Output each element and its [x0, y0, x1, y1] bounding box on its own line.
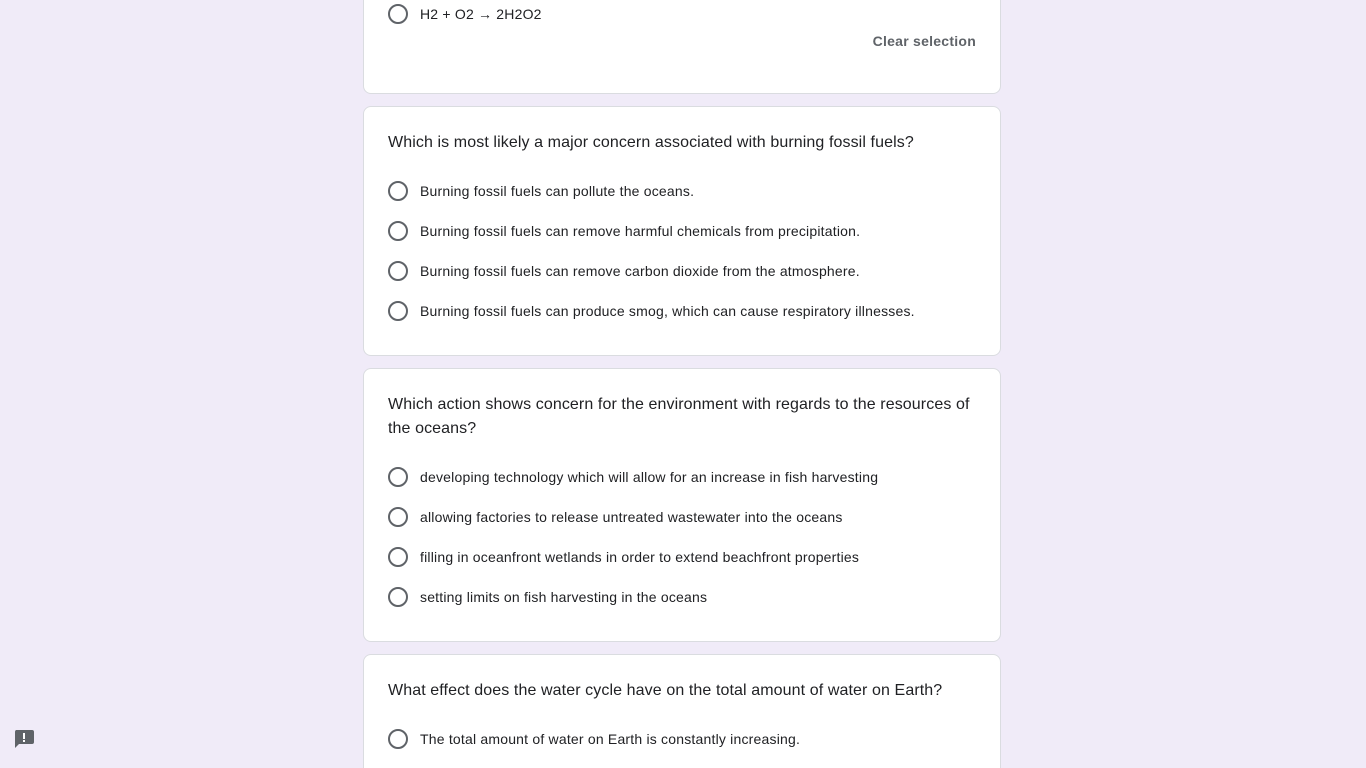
radio-button[interactable]	[388, 547, 408, 567]
answer-option-label: developing technology which will allow for an increase in fish harvesting	[420, 469, 879, 485]
question-title: Which action shows concern for the environment with regards to the resources of the oceans?	[388, 396, 970, 437]
radio-button[interactable]	[388, 507, 408, 527]
clear-selection-button[interactable]: Clear selection	[872, 33, 976, 49]
question-card-water-cycle	[363, 654, 1001, 768]
radio-button[interactable]	[388, 181, 408, 201]
answer-option[interactable]	[388, 219, 860, 243]
answer-option-label: The total amount of water on Earth is constantly increasing.	[420, 731, 801, 747]
answer-option-label: setting limits on fish harvesting in the oceans	[420, 589, 708, 605]
answer-option[interactable]	[388, 299, 915, 323]
answer-option-label: Burning fossil fuels can pollute the oceans.	[420, 183, 695, 199]
radio-button[interactable]	[388, 4, 408, 24]
answer-option[interactable]	[388, 259, 860, 283]
answer-option-label: Burning fossil fuels can produce smog, which can cause respiratory illnesses.	[420, 303, 915, 319]
answer-option-label: Burning fossil fuels can remove harmful chemicals from precipitation.	[420, 223, 861, 239]
radio-button[interactable]	[388, 261, 408, 281]
report-problem-icon	[13, 729, 35, 749]
question-card-fossil-fuels	[363, 106, 1001, 356]
radio-button[interactable]	[388, 729, 408, 749]
answer-option[interactable]	[388, 505, 843, 529]
answer-option[interactable]	[388, 179, 694, 203]
radio-button[interactable]	[388, 301, 408, 321]
answer-option-label: H2 + O2 → 2H2O2	[420, 6, 542, 22]
radio-button[interactable]	[388, 467, 408, 487]
question-card-previous	[363, 0, 1001, 94]
answer-option-label: filling in oceanfront wetlands in order to extend beachfront properties	[420, 549, 860, 565]
answer-option[interactable]	[388, 2, 542, 26]
radio-button[interactable]	[388, 221, 408, 241]
report-problem-button[interactable]	[13, 729, 35, 749]
answer-option[interactable]	[388, 465, 878, 489]
question-title: Which is most likely a major concern associated with burning fossil fuels?	[388, 134, 914, 151]
answer-option[interactable]	[388, 585, 707, 609]
radio-button[interactable]	[388, 587, 408, 607]
question-card-oceans	[363, 368, 1001, 642]
answer-option[interactable]	[388, 727, 800, 751]
answer-option-label: allowing factories to release untreated wastewater into the oceans	[420, 509, 843, 525]
answer-option[interactable]	[388, 545, 859, 569]
answer-option-label: Burning fossil fuels can remove carbon dioxide from the atmosphere.	[420, 263, 860, 279]
question-title: What effect does the water cycle have on the total amount of water on Earth?	[388, 682, 943, 699]
